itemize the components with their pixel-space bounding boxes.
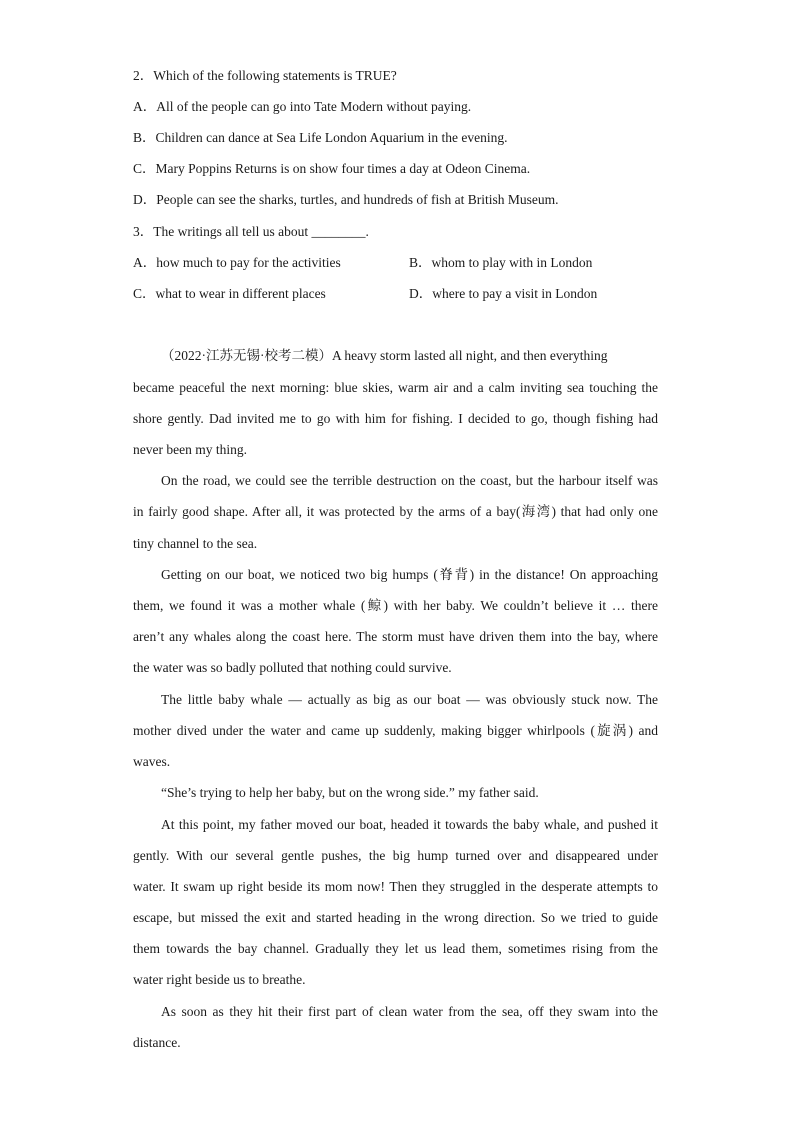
passage-p3-line-1: Getting on our boat, we noticed two big humps (脊背) in the distance! On approaching xyxy=(161,567,658,582)
question-3-stem: 3．The writings all tell us about ________. xyxy=(133,224,369,239)
passage-p5-line-1: “She’s trying to help her baby, but on the wrong side.” my father said. xyxy=(161,785,539,800)
passage-p6-line-6: water right beside us to breathe. xyxy=(133,972,306,987)
passage-p1-line-1: （2022·江苏无锡·校考二模）A heavy storm lasted all night, and then everything xyxy=(161,348,608,363)
passage-p2-line-2: in fairly good shape. After all, it was protected by the arms of a bay(海湾) that had only one xyxy=(133,504,658,519)
question-2-stem: 2．Which of the following statements is TRUE? xyxy=(133,68,397,83)
passage-p2-line-1: On the road, we could see the terrible destruction on the coast, but the harbour itself was xyxy=(161,473,658,488)
passage-p6-line-2: gently. With our several gentle pushes, the big hump turned over and disappeared under xyxy=(133,848,658,863)
passage-p6-line-3: water. It swam up right beside its mom now! Then they struggled in the desperate attempts to xyxy=(133,879,658,894)
passage-p1-line-2: became peaceful the next morning: blue skies, warm air and a calm inviting sea touching the xyxy=(133,380,658,395)
question-2-option-c: C．Mary Poppins Returns is on show four times a day at Odeon Cinema. xyxy=(133,161,531,176)
question-2-option-d: D．People can see the sharks, turtles, and hundreds of fish at British Museum. xyxy=(133,192,559,207)
passage-p7-line-2: distance. xyxy=(133,1035,181,1050)
passage-p4-line-3: waves. xyxy=(133,754,171,769)
question-3-option-a: A．how much to pay for the activities xyxy=(133,255,341,270)
question-3-option-b: B．whom to play with in London xyxy=(409,255,593,270)
question-2-option-b: B．Children can dance at Sea Life London Aquarium in the evening. xyxy=(133,130,508,145)
question-2-option-a: A．All of the people can go into Tate Modern without paying. xyxy=(133,99,472,114)
passage-p7-line-1: As soon as they hit their first part of clean water from the sea, off they swam into the xyxy=(161,1004,658,1019)
passage-p2-line-3: tiny channel to the sea. xyxy=(133,536,258,551)
passage-p1-line-4: never been my thing. xyxy=(133,442,247,457)
passage-p6-line-1: At this point, my father moved our boat, headed it towards the baby whale, and pushed it xyxy=(161,817,658,832)
passage-p4-line-2: mother dived under the water and came up suddenly, making bigger whirlpools (旋涡) and xyxy=(133,723,658,738)
passage-p6-line-5: them towards the bay channel. Gradually they let us lead them, sometimes rising from the xyxy=(133,941,658,956)
passage-p4-line-1: The little baby whale — actually as big as our boat — was obviously stuck now. The xyxy=(161,692,658,707)
passage-p3-line-2: them, we found it was a mother whale (鲸) with her baby. We couldn’t believe it … there xyxy=(133,598,658,613)
question-3-option-d: D．where to pay a visit in London xyxy=(409,286,598,301)
passage-p3-line-3: aren’t any whales along the coast here. The storm must have driven them into the bay, where xyxy=(133,629,658,644)
passage-p6-line-4: escape, but missed the exit and started heading in the wrong direction. So we tried to guide xyxy=(133,910,658,925)
passage-p1-line-3: shore gently. Dad invited me to go with him for fishing. I decided to go, though fishing had xyxy=(133,411,658,426)
passage-p3-line-4: the water was so badly polluted that nothing could survive. xyxy=(133,660,452,675)
question-3-option-c: C．what to wear in different places xyxy=(133,286,326,301)
